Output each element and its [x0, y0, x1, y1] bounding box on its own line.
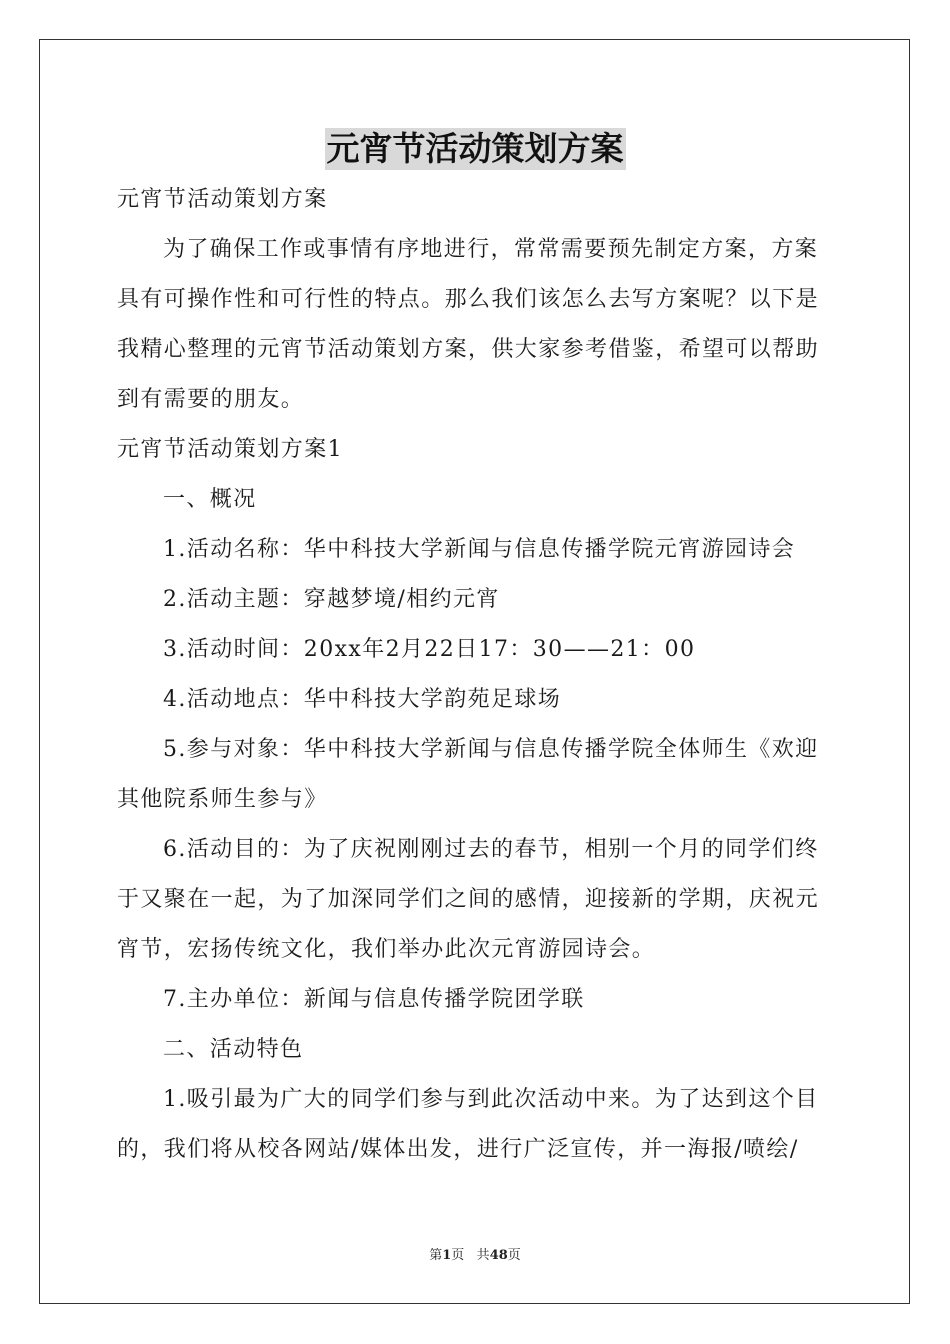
list-item-continuation: 其他院系师生参与》 [117, 787, 328, 812]
page-suffix: 页 [451, 1248, 465, 1263]
list-item: 7.主办单位：新闻与信息传播学院团学联 [163, 987, 585, 1012]
total-suffix: 页 [507, 1248, 521, 1263]
paragraph-line: 我精心整理的元宵节活动策划方案，供大家参考借鉴，希望可以帮助 [117, 337, 820, 362]
paragraph-line: 到有需要的朋友。 [117, 387, 305, 412]
paragraph-line: 具有可操作性和可行性的特点。那么我们该怎么去写方案呢？以下是 [117, 287, 820, 312]
list-item-continuation: 于又聚在一起，为了加深同学们之间的感情，迎接新的学期，庆祝元 [117, 887, 820, 912]
title-container [0, 128, 950, 170]
list-item: 2.活动主题：穿越梦境/相约元宵 [163, 587, 500, 612]
total-pages: 48 [489, 1248, 508, 1263]
section-heading: 一、概况 [163, 487, 257, 512]
subtitle-line: 元宵节活动策划方案 [117, 187, 328, 212]
list-item: 5.参与对象：华中科技大学新闻与信息传播学院全体师生《欢迎 [163, 737, 819, 762]
list-item: 3.活动时间：20xx年2月22日17：30——21：00 [163, 637, 696, 662]
document-title: 元宵节活动策划方案 [326, 129, 624, 168]
page-number: 1 [442, 1248, 452, 1263]
section-heading: 元宵节活动策划方案1 [117, 437, 343, 462]
list-item: 6.活动目的：为了庆祝刚刚过去的春节，相别一个月的同学们终 [163, 837, 819, 862]
list-item-continuation: 宵节，宏扬传统文化，我们举办此次元宵游园诗会。 [117, 937, 656, 962]
list-item: 4.活动地点：华中科技大学韵苑足球场 [163, 687, 562, 712]
list-item: 1.吸引最为广大的同学们参与到此次活动中来。为了达到这个目 [163, 1087, 819, 1112]
page-prefix: 第 [429, 1248, 443, 1263]
paragraph-line: 为了确保工作或事情有序地进行，常常需要预先制定方案，方案 [163, 237, 819, 262]
section-heading: 二、活动特色 [163, 1037, 304, 1062]
total-prefix: 共 [476, 1248, 490, 1263]
list-item: 1.活动名称：华中科技大学新闻与信息传播学院元宵游园诗会 [163, 537, 796, 562]
page-footer [0, 1247, 950, 1265]
list-item-continuation: 的，我们将从校各网站/媒体出发，进行广泛宣传，并一海报/喷绘/ [117, 1137, 799, 1162]
